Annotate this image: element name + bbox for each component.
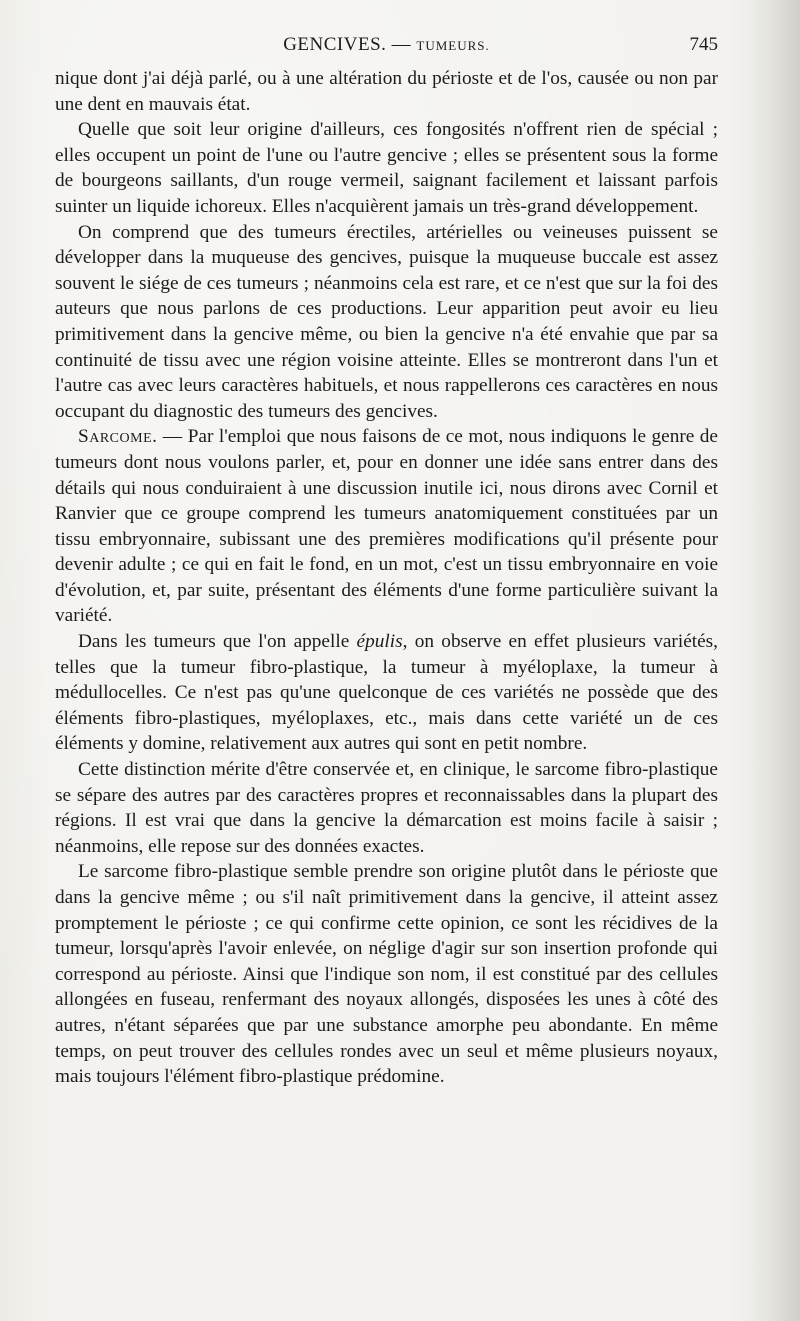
term-epulis: épulis [356, 631, 403, 653]
running-head [55, 34, 718, 56]
page-body [55, 66, 718, 1090]
paragraph-2: Quelle que soit leur origine d'ailleurs, ces fongosités n'offrent rien de spécial ; elles occupent un point de l'une ou l'autre gencive ; elles se présentent sous la forme de bourgeons saillants, d'un rouge vermeil, saignant facilement et laissant parfois suinter un liquide ichoreux. Elles n'acquièrent jamais un très-grand développement. [55, 119, 718, 217]
paragraph-7: Le sarcome fibro-plastique semble prendre son origine plutôt dans le périoste que dans la gencive même ; ou s'il naît primitivement dans la gencive, il atteint assez promptement le périoste ; ce qui confirme cette opinion, ce sont les récidives de la tumeur, lorsqu'après l'avoir enlevée, on néglige d'agir sur son insertion profonde qui correspond au périoste. Ainsi que l'indique son nom, il est constitué par des cellules allongées en fuseau, renfermant des noyaux allongés, disposées les unes à côté des autres, n'étant séparées que par une substance amorphe peu abondante. En même temps, on peut trouver des cellules rondes avec un seul et même plusieurs noyaux, mais toujours l'élément fibro-plastique prédomine. [55, 861, 718, 1088]
page-number: 745 [689, 34, 718, 55]
paragraph-3: On comprend que des tumeurs érectiles, artérielles ou veineuses puissent se développer dans la muqueuse des gencives, puisque la muqueuse buccale est assez souvent le siége de ces tumeurs ; néanmoins cela est rare, et ce n'est que sur la foi des auteurs que nous parlons de ces productions. Leur apparition peut avoir eu lieu primitivement dans la gencive même, ou bien la gencive n'a été envahie que par sa continuité de tissu avec une région voisine atteinte. Elles se montreront dans l'un et l'autre cas avec leurs caractères habituels, et nous rappellerons ces caractères en nous occupant du diagnostic des tumeurs des gencives. [55, 221, 718, 422]
paragraph-5 [55, 629, 718, 757]
paragraph-5-before: Dans les tumeurs que l'on appelle [78, 631, 357, 653]
page-gutter-shadow [730, 0, 800, 1321]
running-head-sub: TUMEURS. [416, 38, 490, 53]
page-header [55, 32, 718, 58]
paragraph-4-text: — Par l'emploi que nous faisons de ce mot, nous indiquons le genre de tumeurs dont nous voulons parler, et, pour en donner une idée sans entrer dans des détails qui nous conduiraient à une discussion inutile ici, nous dirons avec Cornil et Ranvier que ce groupe comprend les tumeurs anatomiquement constituées par un tissu embryonnaire, subissant une des premières modifications qu'il présente pour devenir adulte ; ce qui en fait le fond, en un mot, c'est un tissu embryonnaire en voie d'évolution, et, par suite, présentant des éléments d'une forme particulière suivant la variété. [55, 426, 718, 627]
paragraph-5-after: , on observe en effet plusieurs variétés, telles que la tumeur fibro-plastique, la tumeur à myéloplaxe, la tumeur à médullocelles. Ce n'est pas qu'une quelconque de ces variétés ne possède que des éléments fibro-plastiques, myéloplaxes, etc., mais dans cette variété un de ces éléments y domine, relativement aux autres qui sont en petit nombre. [55, 631, 718, 755]
paragraph-1: nique dont j'ai déjà parlé, ou à une altération du périoste et de l'os, causée ou non par une dent en mauvais état. [55, 68, 718, 115]
section-lead-sarcome: Sarcome. [78, 426, 158, 448]
paragraph-4 [55, 424, 718, 629]
running-head-main: GENCIVES. — [283, 34, 417, 55]
paragraph-6: Cette distinction mérite d'être conservée et, en clinique, le sarcome fibro-plastique se sépare des autres par des caractères propres et reconnaissables dans la plupart des régions. Il est vrai que dans la gencive la démarcation est moins facile à saisir ; néanmoins, elle repose sur des données exactes. [55, 759, 718, 857]
